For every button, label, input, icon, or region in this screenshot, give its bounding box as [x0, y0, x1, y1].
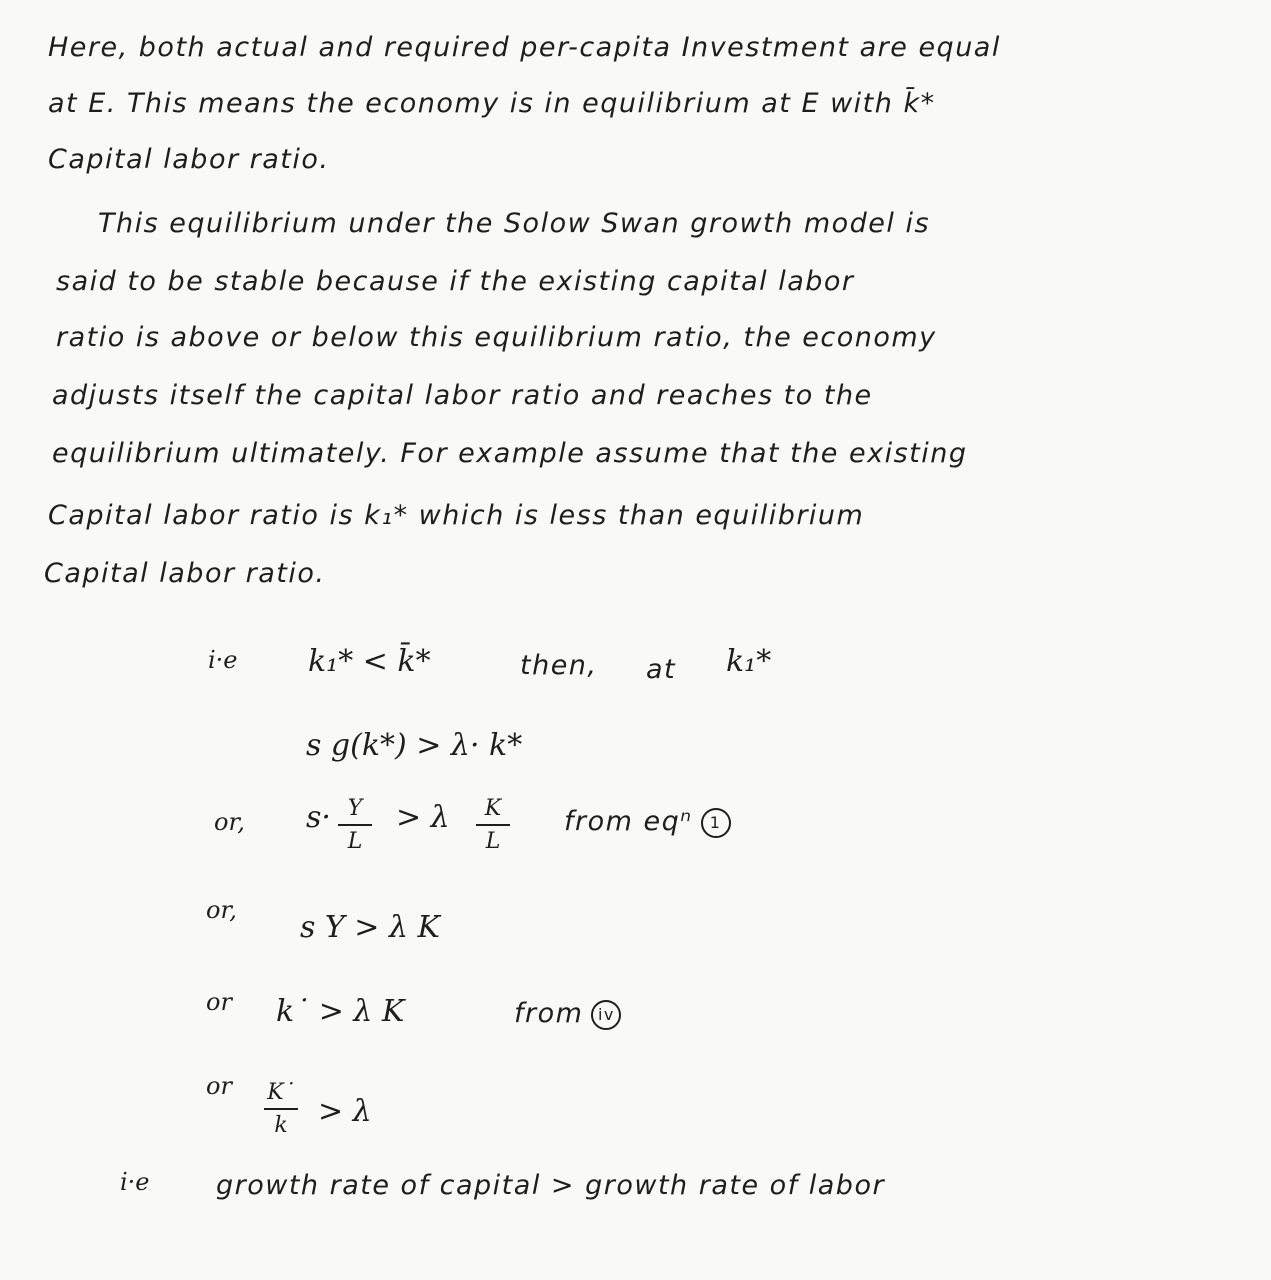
- reference-text: from eqⁿ: [564, 806, 693, 837]
- ie-label: i·e: [120, 1168, 150, 1196]
- reference-text: from: [514, 998, 584, 1029]
- fraction-bar: [264, 1108, 298, 1110]
- text-line: Capital labor ratio.: [48, 144, 330, 175]
- equation-line-3-s: s·: [306, 800, 331, 835]
- inequality-expression: k₁* < k̄*: [308, 644, 431, 679]
- at-expression: k₁*: [726, 644, 772, 679]
- fraction-bar: [338, 824, 372, 826]
- fraction-kdot-over-k: [264, 1080, 298, 1138]
- equation-line-3-mid: > λ: [396, 800, 450, 835]
- text-line: Here, both actual and required per-capita Investment are equal: [48, 32, 1001, 63]
- fraction-k-over-l: [476, 796, 510, 854]
- text-line: at E. This means the economy is in equilibrium at E with k̄*: [48, 88, 936, 119]
- text-line: ratio is above or below this equilibrium ratio, the economy: [56, 322, 937, 353]
- ie-label: i·e: [208, 646, 238, 674]
- conclusion-text: growth rate of capital > growth rate of labor: [216, 1170, 886, 1201]
- numerator: K˙: [267, 1080, 295, 1105]
- text-line: This equilibrium under the Solow Swan growth model is: [98, 208, 931, 239]
- equation-number-circle: 1: [701, 808, 731, 838]
- text-line: equilibrium ultimately. For example assume that the existing: [52, 438, 968, 469]
- text-line: adjusts itself the capital labor ratio and reaches to the: [52, 380, 873, 411]
- numerator: Y: [347, 796, 363, 821]
- equation-line-6-relation: > λ: [318, 1094, 372, 1129]
- equation-line-5: k˙ > λ K: [276, 994, 405, 1029]
- text-line: Capital labor ratio.: [44, 558, 326, 589]
- text-line: said to be stable because if the existing capital labor: [56, 266, 855, 297]
- numerator: K: [484, 796, 502, 821]
- then-text: then,: [520, 650, 598, 681]
- or-label: or: [206, 1072, 232, 1100]
- equation-line-4: s Y > λ K: [300, 910, 440, 945]
- text-line: Capital labor ratio is k₁* which is less than equilibrium: [48, 500, 865, 531]
- equation-line-2: s g(k*) > λ· k*: [306, 728, 523, 763]
- fraction-bar: [476, 824, 510, 826]
- denominator: L: [347, 829, 363, 854]
- or-label: or: [206, 988, 232, 1016]
- or-label: or,: [206, 896, 237, 924]
- or-label: or,: [214, 808, 245, 836]
- denominator: L: [485, 829, 501, 854]
- equation-number-circle: iv: [591, 1000, 621, 1030]
- at-text: at: [646, 654, 677, 685]
- equation-reference: [564, 806, 731, 838]
- fraction-y-over-l: [338, 796, 372, 854]
- equation-reference: [514, 998, 621, 1030]
- denominator: k: [274, 1113, 288, 1138]
